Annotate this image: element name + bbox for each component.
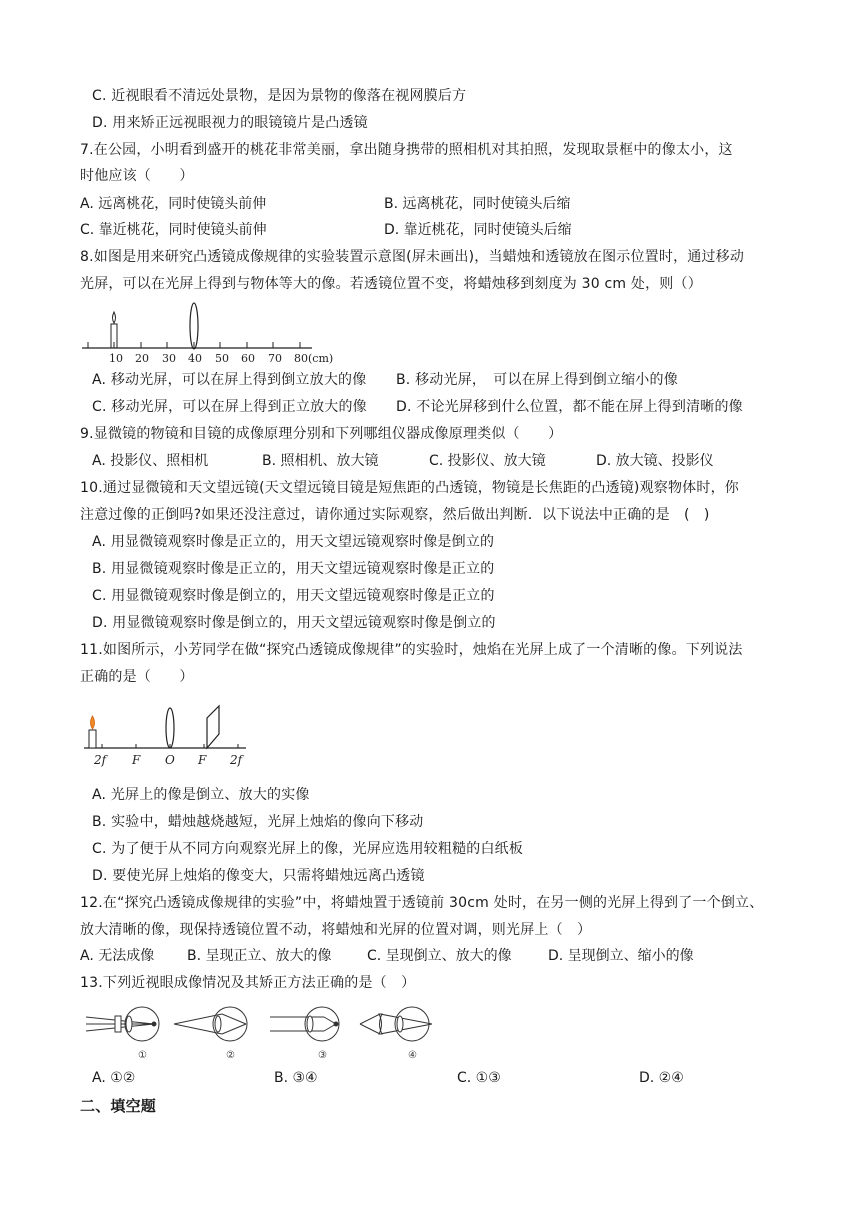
- ruler-label-60: 60: [241, 352, 255, 365]
- ruler-label-10: 10: [109, 352, 123, 365]
- q8-stem-line2: 光屏，可以在光屏上得到与物体等大的像。若透镜位置不变，将蜡烛移到刻度为 30 cm 处，则（）: [80, 276, 702, 292]
- q12-option-a: A. 无法成像: [80, 948, 155, 964]
- q7-option-d: D. 靠近桃花，同时使镜头后缩: [384, 222, 572, 238]
- q6-option-c: C. 近视眼看不清远处景物，是因为景物的像落在视网膜后方: [92, 88, 467, 104]
- q11-option-d: D. 要使光屏上烛焰的像变大，只需将蜡烛远离凸透镜: [92, 868, 425, 884]
- lens-imaging-figure: [80, 700, 256, 772]
- q12-stem-line2: 放大清晰的像，现保持透镜位置不动，将蜡烛和光屏的位置对调，则光屏上（ ）: [80, 922, 592, 938]
- candle-icon: [89, 730, 96, 748]
- q11-option-b: B. 实验中，蜡烛越烧越短，光屏上烛焰的像向下移动: [92, 814, 424, 830]
- ruler-label-40: 40: [188, 352, 202, 365]
- q9-option-c: C. 投影仪、放大镜: [429, 453, 546, 469]
- q8-stem-line1: 8.如图是用来研究凸透镜成像规律的实验装置示意图(屏未画出)，当蜡烛和透镜放在图示位置时，通过移动: [80, 249, 745, 265]
- q11-stem-line1: 11.如图所示，小芳同学在做“探究凸透镜成像规律”的实验时，烛焰在光屏上成了一个清晰的像。下列说法: [80, 642, 743, 658]
- fig-label-f-right: F: [198, 753, 207, 767]
- fig-label-2f-left: 2f: [94, 753, 107, 767]
- q8-option-c: C. 移动光屏，可以在屏上得到正立放大的像: [92, 399, 367, 415]
- q10-stem-line1: 10.通过显微镜和天文望远镜(天文望远镜目镜是短焦距的凸透镜，物镜是长焦距的凸透镜)观察物体时，你: [80, 480, 739, 496]
- q7-option-b: B. 远离桃花，同时使镜头后缩: [384, 196, 571, 212]
- ruler-label-50: 50: [215, 352, 229, 365]
- ruler-label-30: 30: [162, 352, 176, 365]
- light-screen-icon: [207, 706, 219, 748]
- q13-option-c: C. ①③: [457, 1070, 501, 1086]
- diagram-2: [174, 1007, 247, 1041]
- q9-option-a: A. 投影仪、照相机: [92, 453, 209, 469]
- myopia-correction-figure: [82, 1000, 442, 1062]
- q11-stem-line2: 正确的是（ ）: [80, 669, 194, 685]
- ruler-label-70: 70: [268, 352, 282, 365]
- q11-option-a: A. 光屏上的像是倒立、放大的实像: [92, 787, 310, 803]
- fig-label-o: O: [165, 753, 175, 767]
- q13-option-d: D. ②④: [639, 1070, 684, 1086]
- q9-option-d: D. 放大镜、投影仪: [596, 453, 714, 469]
- candle-flame-icon: [113, 312, 116, 323]
- q9-stem: 9.显微镜的物镜和目镜的成像原理分别和下列哪组仪器成像原理类似（ ）: [80, 426, 563, 442]
- ruler-label-20: 20: [135, 352, 149, 365]
- section-heading-fill-in: 二、填空题: [80, 1097, 157, 1115]
- q13-option-a: A. ①②: [92, 1070, 136, 1086]
- q10-option-c: C. 用显微镜观察时像是倒立的，用天文望远镜观察时像是正立的: [92, 588, 495, 604]
- q6-option-d: D. 用来矫正远视眼视力的眼镜镜片是凸透镜: [92, 115, 368, 131]
- q7-stem-line1: 7.在公园，小明看到盛开的桃花非常美丽，拿出随身携带的照相机对其拍照，发现取景框中的像太小，这: [80, 142, 733, 158]
- q11-option-c: C. 为了便于从不同方向观察光屏上的像，光屏应选用较粗糙的白纸板: [92, 841, 524, 857]
- diagram-label-4: ④: [408, 1050, 417, 1061]
- q9-option-b: B. 照相机、放大镜: [262, 453, 379, 469]
- q12-option-d: D. 呈现倒立、缩小的像: [548, 948, 694, 964]
- q10-stem-line2: 注意过像的正倒吗?如果还没注意过，请你通过实际观察，然后做出判断．以下说法中正确的是 ( ): [80, 507, 710, 523]
- candle-flame-icon: [91, 716, 95, 729]
- q13-option-b: B. ③④: [274, 1070, 318, 1086]
- ruler-label-80cm: 80(cm): [294, 352, 334, 365]
- q12-stem-line1: 12.在“探究凸透镜成像规律的实验”中，将蜡烛置于透镜前 30cm 处时，在另一侧的光屏上得到了一个倒立、: [80, 895, 764, 911]
- q12-option-b: B. 呈现正立、放大的像: [187, 948, 332, 964]
- fig-label-2f-right: 2f: [230, 753, 243, 767]
- q10-option-b: B. 用显微镜观察时像是正立的，用天文望远镜观察时像是正立的: [92, 561, 495, 577]
- diagram-1: [86, 1007, 159, 1041]
- diagram-label-1: ①: [138, 1050, 147, 1061]
- diagram-3: [270, 1007, 339, 1041]
- q7-option-a: A. 远离桃花，同时使镜头前伸: [80, 196, 267, 212]
- q7-stem-line2: 时他应该（ ）: [80, 168, 194, 184]
- diagram-label-2: ②: [226, 1050, 235, 1061]
- optical-bench-ruler-figure: [80, 298, 350, 366]
- q8-option-b: B. 移动光屏， 可以在屏上得到倒立缩小的像: [396, 372, 678, 388]
- convex-lens-icon: [166, 708, 174, 748]
- q10-option-a: A. 用显微镜观察时像是正立的，用天文望远镜观察时像是倒立的: [92, 534, 495, 550]
- q7-option-c: C. 靠近桃花，同时使镜头前伸: [80, 222, 267, 238]
- q8-option-d: D. 不论光屏移到什么位置，都不能在屏上得到清晰的像: [396, 399, 743, 415]
- q12-option-c: C. 呈现倒立、放大的像: [367, 948, 512, 964]
- diagram-4: [360, 1007, 432, 1041]
- q10-option-d: D. 用显微镜观察时像是倒立的，用天文望远镜观察时像是倒立的: [92, 615, 496, 631]
- fig-label-f-left: F: [132, 753, 141, 767]
- q13-stem: 13.下列近视眼成像情况及其矫正方法正确的是（ ）: [80, 975, 416, 991]
- diagram-label-3: ③: [318, 1050, 327, 1061]
- q8-option-a: A. 移动光屏，可以在屏上得到倒立放大的像: [92, 372, 367, 388]
